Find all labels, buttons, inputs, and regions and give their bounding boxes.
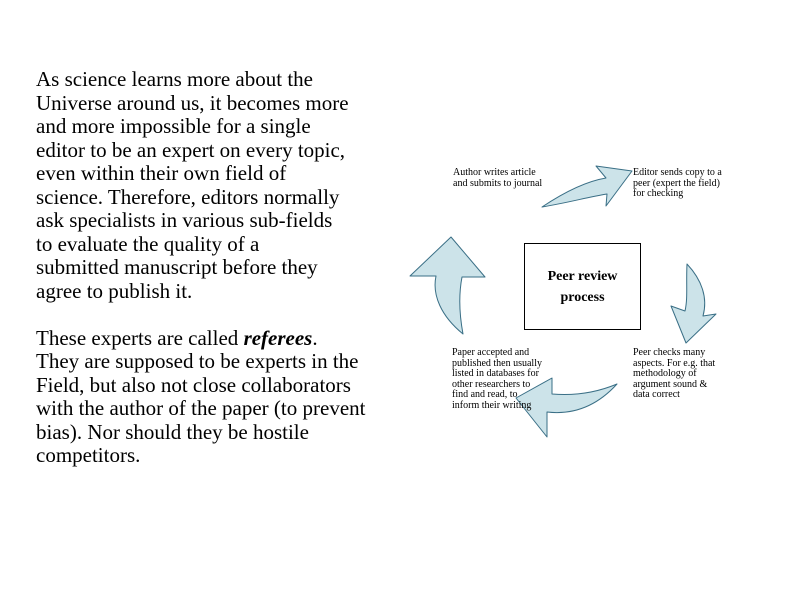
text-line: These experts are called — [36, 325, 244, 350]
step-author-writes: Author writes article and submits to journal — [453, 167, 543, 189]
text-line: science. Therefore, editors normally — [36, 184, 340, 209]
arrow-publication-to-author — [410, 237, 485, 334]
paragraph-2 — [36, 327, 426, 468]
paragraph-gap — [36, 303, 426, 327]
arrow-author-to-editor — [542, 166, 632, 207]
text-line: They are supposed to be experts in the — [36, 349, 359, 373]
text-line: agree to publish it. — [36, 278, 193, 303]
text-line: to evaluate the quality of a — [36, 231, 260, 256]
arrow-editor-to-peer — [671, 264, 716, 343]
text-line: submitted manuscript before they — [36, 255, 318, 279]
text-line: Field, but also not close collaborators — [36, 372, 351, 397]
text-line: bias). Nor should they be hostile — [36, 419, 309, 444]
center-box — [524, 243, 641, 330]
text-line: ask specialists in various sub-fields — [36, 208, 333, 232]
center-label: Peer review process — [547, 268, 618, 305]
step-editor-sends: Editor sends copy to a peer (expert the field) for checking — [633, 167, 722, 199]
referees-emphasis: referees — [243, 325, 313, 350]
text-line: As science learns more about the — [36, 67, 313, 91]
text-line: and more impossible for a single — [36, 114, 311, 138]
body-text — [36, 68, 426, 468]
step-peer-checks: Peer checks many aspects. For e.g. that methodology of argument sound & data correct — [633, 347, 716, 400]
period: . — [312, 325, 318, 350]
text-line: competitors. — [36, 443, 141, 467]
text-line: even within their own field of — [36, 161, 287, 185]
paragraph-1 — [36, 68, 426, 303]
text-line: editor to be an expert on every topic, — [36, 137, 346, 162]
step-paper-accepted: Paper accepted and published then usually listed in databases for other researchers to find and read, to inform their writing — [452, 347, 542, 411]
text-line: with the author of the paper (to prevent — [36, 396, 366, 420]
text-line: Universe around us, it becomes more — [36, 90, 349, 115]
